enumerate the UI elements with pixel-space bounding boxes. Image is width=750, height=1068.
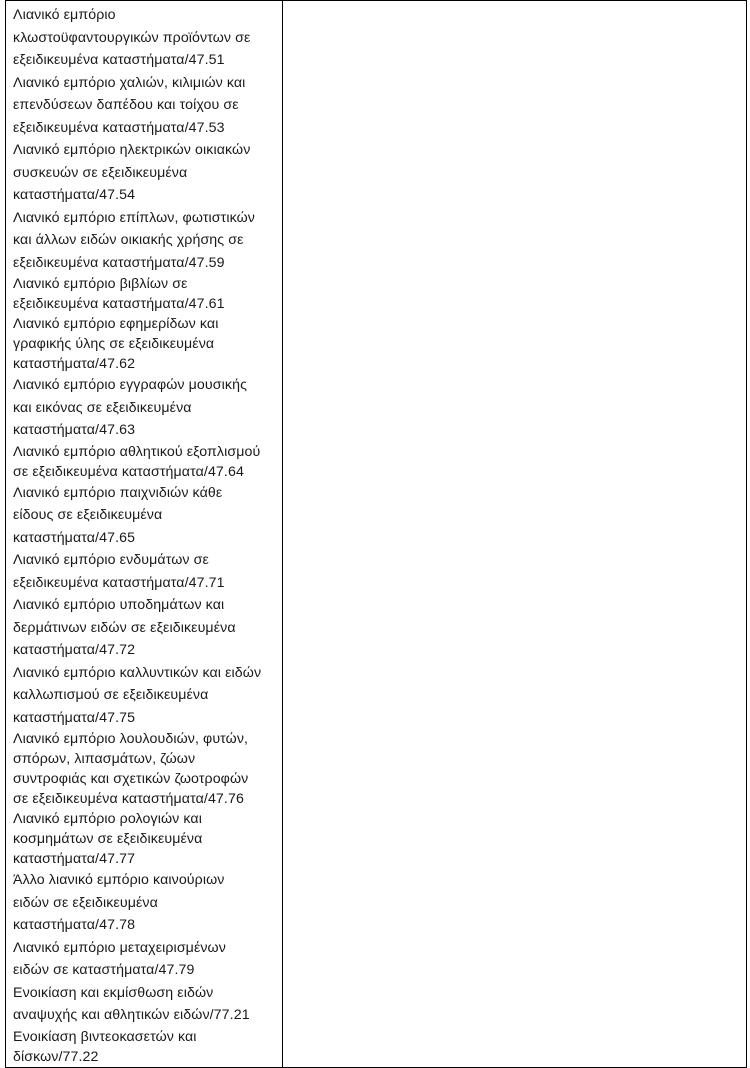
entry-text-line: καταστήματα/47.63: [13, 422, 136, 438]
list-item: [13, 139, 278, 207]
entry-text-line: εξειδικευμένα καταστήματα/47.71: [13, 574, 225, 591]
list-item: [13, 937, 278, 982]
entry-text-line: Λιανικό εμπόριο βιβλίων σε: [13, 276, 188, 292]
entry-text-line: καταστήματα/47.62: [13, 356, 136, 372]
list-item: [13, 314, 278, 374]
entry-text-line: καταστήματα/47.75: [13, 709, 136, 726]
list-item: [13, 549, 278, 594]
entry-text-line: σε εξειδικευμένα καταστήματα/47.76: [13, 791, 244, 807]
list-item: [13, 982, 278, 1027]
entry-text-line: Λιανικό εμπόριο ρολογιών και: [13, 811, 202, 827]
entry-text-line: Λιανικό εμπόριο ηλεκτρικών οικιακών: [13, 142, 251, 158]
list-item: [13, 374, 278, 442]
entry-text-line: είδους σε εξειδικευμένα: [13, 507, 163, 523]
list-item: [13, 72, 278, 140]
entry-text-line: Λιανικό εμπόριο αθλητικού εξοπλισμού: [13, 443, 261, 460]
entry-text-line: καταστήματα/47.54: [13, 187, 136, 203]
entry-text-line: καταστήματα/47.65: [13, 529, 136, 546]
entry-text-line: Ενοικίαση βιντεοκασετών και: [13, 1028, 197, 1045]
entry-text-line: εξειδικευμένα καταστήματα/47.59: [13, 254, 225, 271]
entry-text-line: εξειδικευμένα καταστήματα/47.53: [13, 119, 225, 136]
list-item: [13, 662, 278, 730]
entry-text-line: Άλλο λιανικό εμπόριο καινούριων: [13, 872, 225, 888]
list-item: [13, 4, 278, 72]
table-row: [6, 1, 747, 1068]
entry-text-line: Λιανικό εμπόριο λουλουδιών, φυτών,: [13, 731, 249, 747]
entry-text-line: συντροφιάς και σχετικών ζωοτροφών: [13, 771, 249, 787]
entry-text-line: και άλλων ειδών οικιακής χρήσης σε: [13, 232, 244, 248]
entry-text-line: καταστήματα/47.72: [13, 642, 136, 658]
list-item: [13, 869, 278, 937]
entry-text-line: Ενοικίαση και εκμίσθωση ειδών: [13, 984, 214, 1001]
list-item: [13, 1027, 278, 1067]
entry-text-line: σπόρων, λιπασμάτων, ζώων: [13, 751, 196, 767]
entry-text-line: δερμάτινων ειδών σε εξειδικευμένα: [13, 619, 236, 636]
entry-text-line: γραφικής ύλης σε εξειδικευμένα: [13, 336, 215, 352]
list-item: [13, 274, 278, 314]
entry-text-line: Λιανικό εμπόριο καλλυντικών και ειδών: [13, 664, 262, 681]
list-item: [13, 809, 278, 869]
entry-text-line: ειδών σε εξειδικευμένα: [13, 894, 158, 911]
entry-text-line: Λιανικό εμπόριο εγγραφών μουσικής: [13, 377, 248, 393]
entry-text-line: επενδύσεων δαπέδου και τοίχου σε: [13, 97, 239, 113]
entry-text-line: καταστήματα/47.78: [13, 917, 136, 933]
entry-text-line: καταστήματα/47.77: [13, 851, 136, 867]
entry-text-line: Λιανικό εμπόριο υποδημάτων και: [13, 597, 225, 613]
entry-text-line: δίσκων/77.22: [13, 1048, 99, 1065]
entry-text-line: Λιανικό εμπόριο παιχνιδιών κάθε: [13, 484, 223, 501]
entry-text-line: Λιανικό εμπόριο ενδυμάτων σε: [13, 552, 209, 568]
entry-text-line: Λιανικό εμπόριο εφημερίδων και: [13, 316, 219, 332]
activity-table: [5, 0, 747, 1068]
list-item: [13, 207, 278, 275]
entry-text-line: αναψυχής και αθλητικών ειδών/77.21: [13, 1007, 250, 1023]
entry-text-line: σε εξειδικευμένα καταστήματα/47.64: [13, 463, 244, 480]
entry-text-line: και εικόνας σε εξειδικευμένα: [13, 399, 192, 416]
list-item: [13, 594, 278, 662]
entry-text-line: Λιανικό εμπόριο: [13, 7, 116, 23]
entry-text-line: κλωστοϋφαντουργικών προϊόντων σε: [13, 29, 251, 46]
activity-list-cell: [6, 1, 283, 1068]
entry-text-line: συσκευών σε εξειδικευμένα: [13, 164, 188, 181]
entry-text-line: καλλωπισμού σε εξειδικευμένα: [13, 687, 209, 703]
entry-text-line: εξειδικευμένα καταστήματα/47.51: [13, 52, 225, 68]
entry-text-line: Λιανικό εμπόριο μεταχειρισμένων: [13, 939, 226, 956]
list-item: [13, 482, 278, 550]
entry-text-line: ειδών σε καταστήματα/47.79: [13, 962, 195, 978]
list-item: [13, 729, 278, 809]
list-item: [13, 442, 278, 482]
empty-cell: [283, 1, 747, 1068]
activity-list: [6, 1, 282, 1067]
entry-text-line: εξειδικευμένα καταστήματα/47.61: [13, 296, 225, 312]
entry-text-line: Λιανικό εμπόριο χαλιών, κιλιμιών και: [13, 74, 246, 91]
entry-text-line: κοσμημάτων σε εξειδικευμένα: [13, 831, 203, 847]
entry-text-line: Λιανικό εμπόριο επίπλων, φωτιστικών: [13, 209, 255, 226]
